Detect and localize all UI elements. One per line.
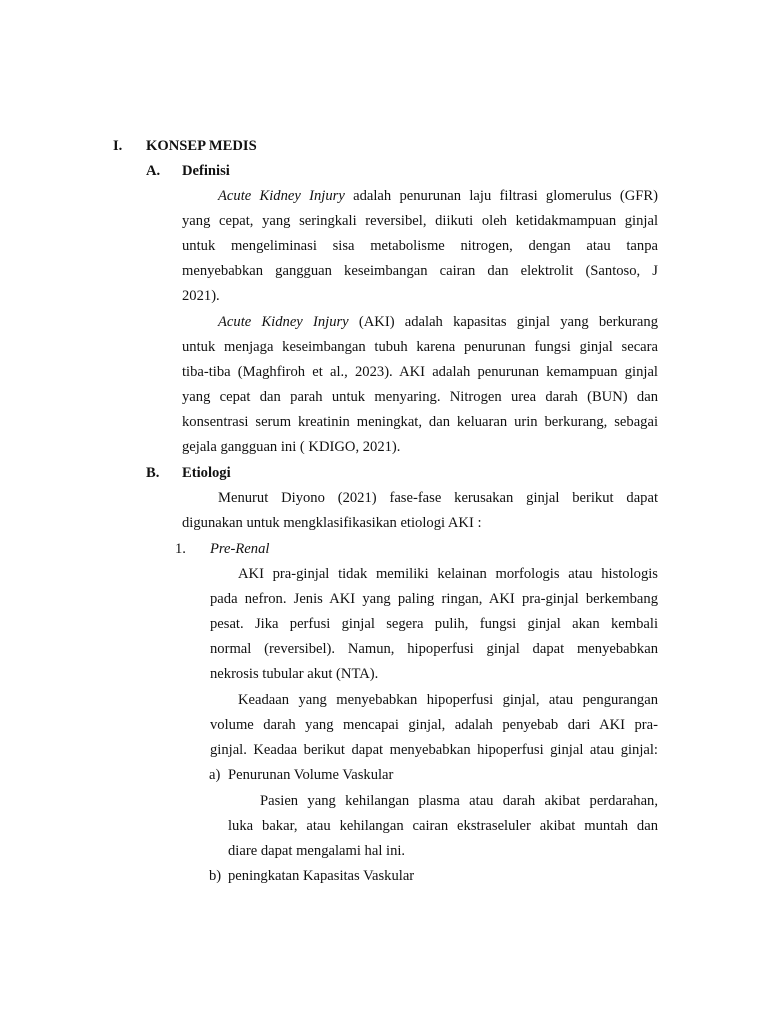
paragraph-line: pada nefron. Jenis AKI yang paling ringan, AKI pra-ginjal berkembang — [210, 591, 658, 607]
paragraph-line: diare dapat mengalami hal ini. — [228, 843, 406, 859]
italic-term: Acute Kidney Injury — [218, 188, 345, 204]
paragraph-line: yang cepat dan parah untuk menyaring. Nitrogen urea darah (BUN) dan — [182, 389, 658, 405]
paragraph-line: luka bakar, atau kehilangan cairan ekstraseluler akibat muntah dan — [228, 818, 658, 834]
section-number: I. — [113, 138, 123, 154]
paragraph-line: Menurut Diyono (2021) fase-fase kerusakan ginjal berikut dapat — [218, 490, 658, 506]
sub-list-label: b) — [209, 868, 222, 884]
italic-term: Acute Kidney Injury — [218, 314, 349, 330]
subsection-number: A. — [146, 163, 161, 179]
paragraph-line: untuk menjaga keseimbangan tubuh karena penurunan fungsi ginjal secara — [182, 339, 658, 355]
list-item-title: Pre-Renal — [210, 541, 270, 557]
subsection-title: Definisi — [182, 163, 230, 179]
sub-list-title: Penurunan Volume Vaskular — [228, 767, 394, 783]
paragraph-line: volume darah yang mencapai ginjal, adalah penyebab dari AKI pra- — [210, 717, 658, 733]
list-number: 1. — [175, 541, 186, 557]
paragraph-line — [218, 187, 658, 205]
paragraph-line: menyebabkan gangguan keseimbangan cairan dan elektrolit (Santoso, J — [182, 263, 658, 279]
paragraph-line: Keadaan yang menyebabkan hipoperfusi ginjal, atau pengurangan — [238, 692, 658, 708]
sub-list-label: a) — [209, 767, 221, 783]
sub-list-title: peningkatan Kapasitas Vaskular — [228, 868, 415, 884]
paragraph-line: ginjal. Keadaa berikut dapat menyebabkan hipoperfusi ginjal atau ginjal: — [210, 742, 658, 758]
paragraph-line: pesat. Jika perfusi ginjal segera pulih, fungsi ginjal akan kembali — [210, 616, 658, 632]
paragraph-line: nekrosis tubular akut (NTA). — [210, 666, 379, 682]
paragraph-line: tiba-tiba (Maghfiroh et al., 2023). AKI adalah penurunan kemampuan ginjal — [182, 364, 658, 380]
section-title: KONSEP MEDIS — [146, 138, 257, 154]
text-run: (AKI) adalah kapasitas ginjal yang berkurang — [348, 314, 658, 330]
paragraph-line: untuk mengeliminasi sisa metabolisme nitrogen, dengan atau tanpa — [182, 238, 658, 254]
subsection-title: Etiologi — [182, 465, 231, 481]
subsection-number: B. — [146, 465, 160, 481]
paragraph-line: Pasien yang kehilangan plasma atau darah akibat perdarahan, — [260, 793, 658, 809]
paragraph-line: normal (reversibel). Namun, hipoperfusi ginjal dapat menyebabkan — [210, 641, 658, 657]
paragraph-line: digunakan untuk mengklasifikasikan etiologi AKI : — [182, 515, 482, 531]
paragraph-line: gejala gangguan ini ( KDIGO, 2021). — [182, 439, 401, 455]
paragraph-line: AKI pra-ginjal tidak memiliki kelainan morfologis atau histologis — [238, 566, 658, 582]
text-run: adalah penurunan laju filtrasi glomerulus (GFR) — [344, 188, 658, 204]
paragraph-line: 2021). — [182, 288, 220, 304]
paragraph-line: konsentrasi serum kreatinin meningkat, dan keluaran urin berkurang, sebagai — [182, 414, 658, 430]
paragraph-line: yang cepat, yang seringkali reversibel, diikuti oleh ketidakmampuan ginjal — [182, 213, 658, 229]
paragraph-line — [218, 313, 658, 331]
